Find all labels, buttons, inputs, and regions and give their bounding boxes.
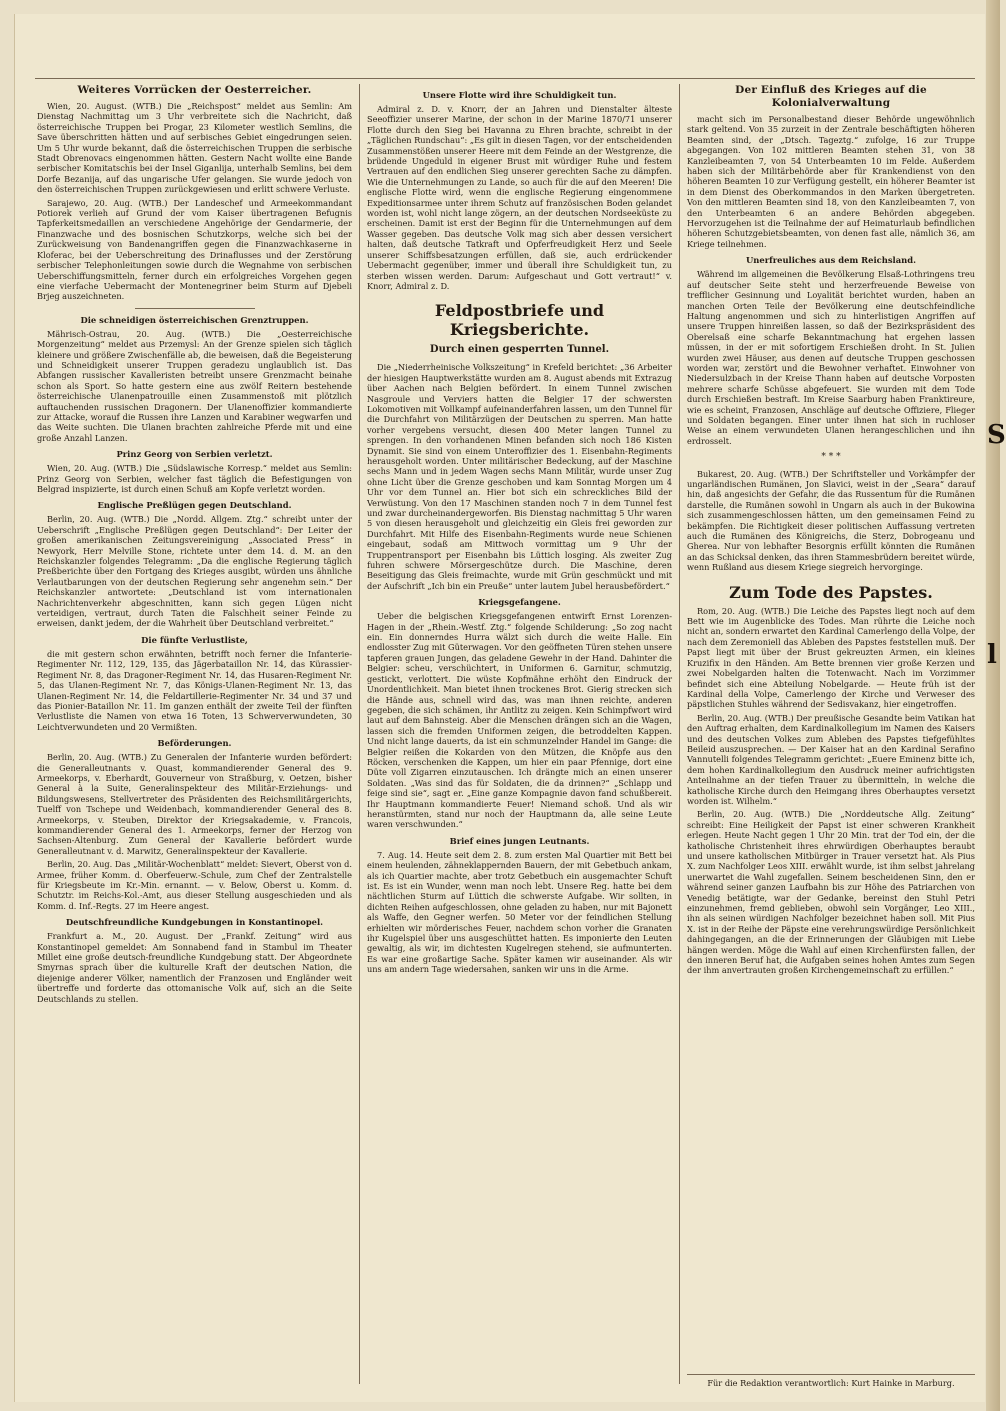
column-right <box>687 84 975 1374</box>
subheadline: Unerfreuliches aus dem Reichsland. <box>745 255 917 266</box>
column-rule <box>679 84 680 1384</box>
subheadline: Deutschfreundliche Kundgebungen in Konstantinopel. <box>65 917 324 928</box>
article-paragraph: Frankfurt a. M., 20. August. Der „Frankf. Zeitung“ wird aus Konstantinopel gemeldet: Am Sonnabend fand in Stambul im Theater Millet eine große deutsch-freundliche Kundgebung statt. Der Abgeordnete Smyrnas sprach über die kulturelle Kraft der deutschen Nation, die diejenige anderer Völker, namentlich der Franzosen und Engländer weit übertreffe und forderte das ottomanische Volk auf, sich an die Seite Deutschlands zu stellen. <box>37 931 352 1004</box>
subheadline: Englische Preßlügen gegen Deutschland. <box>97 500 292 511</box>
column-rule <box>359 84 360 1384</box>
article-paragraph: Rom, 20. Aug. (WTB.) Die Leiche des Papstes liegt noch auf dem Bett wie im Augenblicke des Todes. Man rührte die Leiche noch nicht an, sondern erwartet den Kardinal Camerlengo della Volpe, der nach dem Zeremoniell das Ableben des Papstes feststellen muß. Der Papst liegt mit über der Brust gekreuzten Armen, ein kleines Kruzifix in den Händen. Am Bette brennen vier große Kerzen und zwei Nobelgarden halten die Totenwacht. Nach im Vorzimmer befindet sich eine Abteilung Nobelgarde. — Heute früh ist der Kardinal della Volpe, Camerlengo der Kirche und Verweser des päpstlichen Stuhles während der Sedisvakanz, hier eingetroffen. <box>687 605 975 710</box>
headline: Weiteres Vorrücken der Oesterreicher. <box>77 84 312 96</box>
subheadline: Prinz Georg von Serbien verletzt. <box>116 449 273 460</box>
newspaper-page <box>14 14 985 1402</box>
edge-glyph: S <box>987 420 1006 450</box>
subheadline: Beförderungen. <box>157 738 232 749</box>
article-paragraph: Während im allgemeinen die Bevölkerung Elsaß-Lothringens treu auf deutscher Seite steht und herzerfreuende Beweise von trefflicher Gesinnung und Loyalität berichtet wurden, haben an manchen Orten Teile der Bevölkerung eine deutschfeindliche Haltung angenommen und sich zu hinterlistigen Angriffen auf unsere Truppen hinreißen lassen, so daß der Bezirkspräsident des Oberelsaß eine scharfe Bekanntmachung hat ergehen lassen müssen, in der er mit sofortigem Erschießen droht. In St. Julien wurden zwei Häuser, aus denen auf deutsche Truppen geschossen worden war, zerstört und die Bewohner verhaftet. Einwohner von Niedersulzbach in der Kreise Thann haben auf deutsche Vorposten mehrere scharfe Schüsse abgefeuert. Sie wurden mit dem Tode durch Erschießen bestraft. Im Kreise Saarburg haben Franktireure, wie es scheint, Franzosen, Anschläge auf deutsche Offiziere, Flieger und Soldaten begangen. Einer unter ihnen hat sich in ruchloser Weise an einem verwundeten Ulanen herangeschlichen und ihn erdrosselt. <box>687 269 975 446</box>
section-headline: Feldpostbriefe und Kriegsberichte. <box>434 301 605 340</box>
headline: Der Einfluß des Krieges auf die Kolonialverwaltung <box>735 84 927 109</box>
article-paragraph: Sarajewo, 20. Aug. (WTB.) Der Landeschef und Armeekommandant Potiorek verlieh auf Grund der vom Kaiser übertragenen Befugnis Tapferkeitsmedaillen an verschiedene Angehörige der Gendarmerie, der Finanzwache und des bosnischen Schutzkorps, welche sich bei der Zurückweisung von Bandenangriffen gegen die Finanzwachkaserne in Kloferac, bei der Ueberschreitung des Drinaflusses und der Zerstörung serbischer Telephonleitungen sowie durch die Wegnahme von serbischen Ueberschiffungsmitteln, ferner durch ein erfolgreiches Vorgehen gegen eine vierfache Uebermacht der Montenegriner beim Sturm auf Djebeli Brjeg auszeichneten. <box>37 197 352 302</box>
subheadline: Brief eines jungen Leutnants. <box>449 835 590 846</box>
article-paragraph: Wien, 20. Aug. (WTB.) Die „Südslawische Korresp.“ meldet aus Semlin: Prinz Georg von Serbien, welcher fast täglich die Befestigungen von Belgrad inspizierte, ist durch einen Schuß am Kopfe verletzt worden. <box>37 463 352 494</box>
article-paragraph: Bukarest, 20. Aug. (WTB.) Der Schriftsteller und Vorkämpfer der ungarländischen Rumänen, Jon Slavici, weist in der „Seara“ darauf hin, daß angesichts der Gefahr, die das Russentum für die Rumänen darstelle, die Rumänen sowohl in Ungarn als auch in der Bukowina sich zusammengeschlossen hätten, um den gemeinsamen Feind zu bekämpfen. Die Richtigkeit dieser politischen Auffassung vertreten auch die Rumänen des Königreichs, die Sterz, Dobrogeanu und Gherea. Nur von lebhafter Besorgnis erfüllt könnten die Rumänen an das Schicksal denken, das ihren Stammesbrüdern bereitet würde, wenn Rußland aus diesem Kriege siegreich hervorginge. <box>687 468 975 573</box>
column-middle <box>367 84 672 1334</box>
subheadline: Die schneidigen österreichischen Grenztruppen. <box>80 314 309 325</box>
article-paragraph: macht sich im Personalbestand dieser Behörde ungewöhnlich stark geltend. Von 35 zurzeit in der Zentrale beschäftigten höheren Beamten sind, der „Dtsch. Tageztg.“ zufolge, 16 zur Truppe abgegangen. Von 102 mittleren Beamten stehen 31, von 38 Kanzleibeamten 7, von 54 Unterbeamten 10 im Felde. Außerdem haben sich der Militärbehörde aber für Krankendienst von den höheren Beamten 10 zur Verfügung gestellt, ein höherer Beamter ist in dem Dienst des Oberkommandos in den Marken übergetreten. Von den mittleren Beamten sind 18, von den Kanzleibeamten 7, von den Unterbeamten 6 an andere Behörden abgegeben. Hervorzugehen ist die Teilnahme der auf Heimaturlaub befindlichen höheren Schutzgebietsbeamten, von denen fast alle, nämlich 36, am Kriege teilnehmen. <box>687 114 975 249</box>
subheadline: Durch einen gesperrten Tunnel. <box>429 344 610 356</box>
article-paragraph: Berlin, 20. Aug. (WTB.) Die „Norddeutsche Allg. Zeitung“ schreibt: Eine Heiligkeit der Papst ist einer schweren Krankheit erlegen. Heute Nacht gegen 1 Uhr 20 Min. trat der Tod ein, der die katholische Christenheit ihres ehrwürdigen Oberhauptes beraubt und unsere katholischen Mitbürger in Trauer versetzt hat. Als Pius X. zum Nachfolger Leos XIII. erwählt wurde, ist ihm selbst jahrelang unerwartet die Wahl zugefallen. Seinem bescheidenen Sinn, den er während seiner ganzen Laufbahn bis zur Höhe des Patriarchen von Venedig betätigte, war der Gedanke, bereinst den Stuhl Petri einzunehmen, fremd geblieben, obwohl sein Vorgänger, Leo XIII., ihn als seinen würdigen Nachfolger bezeichnet haben soll. Mit Pius X. ist in der Reihe der Päpste eine verehrungswürdige Persönlichkeit dahingegangen, an die der Erinnerungen der Gläubigen mit Liebe hängen werden. Möge die Wahl auf einen Kirchenfürsten fallen, der den inneren Beruf hat, die Aufgaben seines hohen Amtes zum Segen der ihm anvertrauten großen Kirchengemeinschaft zu erfüllen.“ <box>687 809 975 976</box>
subheadline: Kriegsgefangene. <box>478 597 561 608</box>
article-paragraph: die mit gestern schon erwähnten, betrifft noch ferner die Infanterie-Regimenter Nr. 112, 129, 135, das Jägerbataillon Nr. 14, das Kürassier-Regiment Nr. 8, das Dragoner-Regiment Nr. 14, das Husaren-Regiment Nr. 5, das Ulanen-Regiment Nr. 7, das Königs-Ulanen-Regiment Nr. 13, das Ulanen-Regiment Nr. 14, die Feldartillerie-Regimenter Nr. 34 und 37 und das Pionier-Bataillon Nr. 11. Im ganzen enthält der zweite Teil der fünften Verlustliste die Namen von etwa 16 Toten, 13 Schwerverwundeten, 30 Leichtverwundeten und 20 Vermißten. <box>37 648 352 732</box>
adjacent-page-edge <box>986 0 1000 1411</box>
edge-glyph: l <box>987 640 997 670</box>
article-paragraph: Wien, 20. August. (WTB.) Die „Reichspost“ meldet aus Semlin: Am Dienstag Nachmittag um 3 Uhr verbreitete sich die Nachricht, daß österreichische Truppen bei Progar, 23 Kilometer westlich Semlins, die Save überschritten hätten und auf serbisches Gebiet eingedrungen seien. Um 5 Uhr wurde bekannt, daß die österreichischen Truppen die serbische Stadt Obrenovacs eingenommen hätten. Gestern Nacht wollte eine Bande serbischer Komitatschis bei der Insel Giganlija, unterhalb Semlins, bei dem Dorfe Bezanija, auf das ungarische Ufer gelangen. Sie wurde jedoch von den österreichischen Truppen zurückgewiesen und erlitt schwere Verluste. <box>37 101 352 195</box>
section-headline: Zum Tode des Papstes. <box>729 582 933 602</box>
article-paragraph: Berlin, 20. Aug. (WTB.) Zu Generalen der Infanterie wurden befördert: die Generalleutnants v. Quast, kommandierender General des 9. Armeekorps, v. Eberhardt, Gouverneur von Straßburg, v. Oetzen, bisher General à la Suite, Generalinspekteur des Militär-Erziehungs- und Bildungswesens, Stellvertreter des Präsidenten des Reichsmilitärgerichts, Tuelff von Tschepe und Weidenbach, kommandierender General des 8. Armeekorps, v. Steuben, Direktor der Kriegsakademie, v. Francois, kommandierender General des 1. Armeekorps, ferner der Herzog von Sachsen-Altenburg. Zum General der Kavallerie befördert wurde Generalleutnant v. d. Marwitz, Generalinspekteur der Kavallerie. <box>37 752 352 856</box>
editor-credit: Für die Redaktion verantwortlich: Kurt Hainke in Marburg. <box>687 1374 975 1388</box>
subheadline: Die fünfte Verlustliste, <box>141 634 248 645</box>
asterisk-divider: * * * <box>821 452 841 463</box>
article-paragraph: Berlin, 20. Aug. (WTB.) Die „Nordd. Allgem. Ztg.“ schreibt unter der Ueberschrift „Englische Preßlügen gegen Deutschland“: Der Leiter der großen amerikanischen Zeitungsvereinigung „Associated Press“ in Newyork, Herr Melville Stone, richtete unter dem 14. d. M. an den Reichskanzler folgendes Telegramm: „Da die englische Regierung täglich Preßberichte über den Fortgang des Krieges ausgibt, würden uns ähnliche Verlautbarungen von der deutschen Regierung sehr angenehm sein.“ Der Reichskanzler antwortete: „Deutschland ist vom internationalen Nachrichtenverkehr abgeschnitten, kann sich gegen Lügen nicht verteidigen, vertraut, durch Taten die Falschheit seiner Feinde zu erweisen, dankt jedem, der die Wahrheit über Deutschland verbreitet.“ <box>37 514 352 629</box>
header-rule <box>35 78 975 79</box>
subheadline: Unsere Flotte wird ihre Schuldigkeit tun. <box>422 90 617 100</box>
article-paragraph: Berlin, 20. Aug. Das „Militär-Wochenblatt“ meldet: Sievert, Oberst von d. Armee, früher Komm. d. Oberfeuerw.-Schule, zum Chef der Zentralstelle für Kriegsbeute im Kr.-Min. ernannt. — v. Below, Oberst u. Komm. d. Schutztr. im Reichs-Kol.-Amt, aus dieser Stellung ausgeschieden und als Komm. d. Inf.-Regts. 27 im Heere angest. <box>37 859 352 911</box>
article-paragraph: Mährisch-Ostrau, 20. Aug. (WTB.) Die „Oesterreichische Morgenzeitung“ meldet aus Przemysl: An der Grenze spielen sich täglich kleinere und größere Zwischenfälle ab, die beweisen, daß die Begeisterung und Schneidigkeit unserer Truppen geradezu unglaublich ist. Das Abfangen russischer Kavalleristen betreibt unsere Grenzmacht beinahe schon als Sport. So hatte gestern eine aus zwölf Reitern bestehende österreichische Ulanenpatrouille einen Zusammenstoß mit plötzlich auftauchenden russischen Dragonern. Der Ulanenoffizier kommandierte zur Attacke, worauf die Russen ihre Lanzen und Karabiner wegwarfen und das Weite suchten. Die Ulanen brachten zahlreiche Pferde mit und eine große Anzahl Lanzen. <box>37 328 352 443</box>
article-paragraph: Berlin, 20. Aug. (WTB.) Der preußische Gesandte beim Vatikan hat den Auftrag erhalten, dem Kardinalkollegium im Namen des Kaisers und des deutschen Volkes zum Ableben des Papstes tiefgefühltes Beileid auszusprechen. — Der Kaiser hat an den Kardinal Serafino Vannutelli folgendes Telegramm gerichtet: „Euere Eminenz bitte ich, dem hohen Kardinalkollegium den Ausdruck meiner aufrichtigsten Anteilnahme an der tiefen Trauer zu übermitteln, in welche die katholische Kirche durch den Heimgang ihres Oberhauptes versetzt worden ist. Wilhelm.“ <box>687 712 975 806</box>
article-paragraph: Die „Niederrheinische Volkszeitung“ in Krefeld berichtet: „36 Arbeiter der hiesigen Hauptwerkstätte wurden am 8. August abends mit Extrazug über Aachen nach Belgien befördert. In einem Tunnel zwischen Nasgroule und Verviers hatten die Belgier 17 der schwersten Lokomotiven mit Vollkampf aufeinanderfahren lassen, um den Tunnel für die Durchfahrt von Militärzügen der Deutschen zu sperren. Man hatte vorher vergebens versucht, diesen 400 Meter langen Tunnel zu sprengen. In den vorhandenen Minen befanden sich noch 186 Kisten Dynamit. Sie sind von einem Unteroffizier des 1. Eisenbahn-Regiments herausgeholt worden. Unter militärischer Bedeckung, auf der Maschine sechs Mann und in jedem Wagen sechs Mann Militär, wurde unser Zug ohne Licht über die Grenze geschoben und kam Sonntag Morgen um 4 Uhr vor dem Tunnel an. Hier bot sich ein schreckliches Bild der Verwüstung. Von den 17 Maschinen standen noch 7 in dem Tunnel fest und zwar durcheinandergeworfen. Bis Dienstag nachmittag 5 Uhr waren 5 von diesen herausgeholt und gleichzeitig ein Gleis frei geworden zur Durchfahrt. Mit Hilfe des Eisenbahn-Regiments wurde neue Schienen eingebaut, sodaß am Mittwoch vormittag um 9 Uhr der Truppentransport per Eisenbahn bis Lüttich losging. Als zweiter Zug fuhren schwere Mörsergeschütze durch. Die Maschine, deren Beseitigung das Gleis freimachte, wurde mit Grün geschmückt und mit der Aufschrift „Ich bin ein Preuße“ unter lautem Jubel herausbefördert.“ <box>367 362 672 591</box>
article-paragraph: 7. Aug. 14. Heute seit dem 2. 8. zum ersten Mal Quartier mit Bett bei einem heulenden, zähneklappernden Bauern, der mit Gebetbuch ankam, als ich Quartier machte, aber trotz Gebetbuch ein ausgemachter Schuft ist. Es ist ein Wunder, wenn man noch lebt. Unsere Reg. hatte bei dem nächtlichen Sturm auf Lüttich die schwerste Aufgabe. Wir sollten, in dichten Reihen aufgeschlossen, ohne geladen zu haben, nur mit Bajonett als Waffe, den Gegner werfen. 50 Meter vor der feindlichen Stellung erhielten wir mörderisches Feuer, nachdem schon vorher die Granaten ihr Kugelspiel über uns ausgeschüttet hatten. Es imponierte den Leuten gewaltig, als wir, im dichtesten Kugelregen stehend, sie aufmunterten. Es war eine großartige Sache. Später kamen wir auseinander. Als wir uns am andern Tage wiedersahen, sanken wir uns in die Arme. <box>367 849 672 975</box>
article-paragraph: Ueber die belgischen Kriegsgefangenen entwirft Ernst Lorenzen-Hagen in der „Rhein.-Westf. Ztg.“ folgende Schilderung: „So zog nacht ein. Ein donnerndes Hurra wälzt sich durch die weite Halle. Ein endlosster Zug mit Güterwagen. Vor den geöffneten Türen stehen unsere tapferen grauen Jungen, das geladene Gewehr in der Hand. Dahinter die Belgier: scheu, verschüchtert, in Uniformen 6. Garnitur, schmutzig, gestickt, verlottert. Die wüste Kopfmähne erhöht den Eindruck der Unordentlichkeit. Man bietet ihnen trockenes Brot. Gierig strecken sich die Hände aus, schnell wird das, was man ihnen reichte, anderen gegeben, die sich schämen, ihr Antlitz zu zeigen. Kein Schimpfwort wird laut auf dem Bahnsteig. Aber die Menschen drängen sich an die Wagen, lassen sich die fremden Uniformen zeigen, die betroddelten Kappen. Und nicht lange dauerts, da ist ein schmunzelnder Handel im Gange: die Belgier reißen die Kokarden von den Mützen, die Knöpfe aus den Röcken, verschenken die Kappen, um hier ein paar Pfennige, dort eine Düte voll Zigarren einzutauschen. Ich drängte mich an einen unserer Soldaten. „Was sind das für Soldaten, die da drinnen?“ „Schlapp und feige sind sie“, sagt er. „Eine ganze Kompagnie davon fand schußbereit. Ihr Hauptmann kommandierte Feuer! Niemand schoß. Und als wir heranstürmten, stand nur noch der Hauptmann da, alle seine Leute waren verschwunden.“ <box>367 611 672 830</box>
article-paragraph: Admiral z. D. v. Knorr, der an Jahren und Dienstalter älteste Seeoffizier unserer Marine, der schon in der Marine 1870/71 unserer Flotte durch den Sieg bei Havanna zu Ehren brachte, schreibt in der „Täglichen Rundschau“: „Es gilt in diesen Tagen, vor der entscheidenden Zusammenstößen unserer Heere mit dem Feinde an der Westgrenze, die brüdende Ungeduld in eigener Brust mit würdiger Ruhe und festem Vertrauen auf den endlichen Sieg unserer gerechten Sache zu dämpfen. Wie die Unternehmungen zu Lande, so auch für die auf den Meeren! Die englische Flotte wird, wenn die englische Regierung eingenommene Expeditionsarmee unter ihrem Schutz auf französischen Boden gelandet worden ist, wohl nicht lange zögern, an der deutschen Nordseeküste zu erscheinen. Damit ist erst der Beginn für die Unternehmungen auf dem Wasser gegeben. Das deutsche Volk mag sich aber dessen versichert halten, daß deutsche Tatkraft und Opferfreudigkeit Herz und Seele unserer Schiffsbesatzungen erfüllen, daß sie, auch erdrückender Uebermacht gegenüber, immer und überall ihre Schuldigkeit tun, zu sterben wissen werden. Darum: Aufgeschaut und Gott vertraut!“ v. Knorr, Admiral z. D. <box>367 104 672 291</box>
column-left <box>37 84 352 1374</box>
divider <box>135 308 255 309</box>
